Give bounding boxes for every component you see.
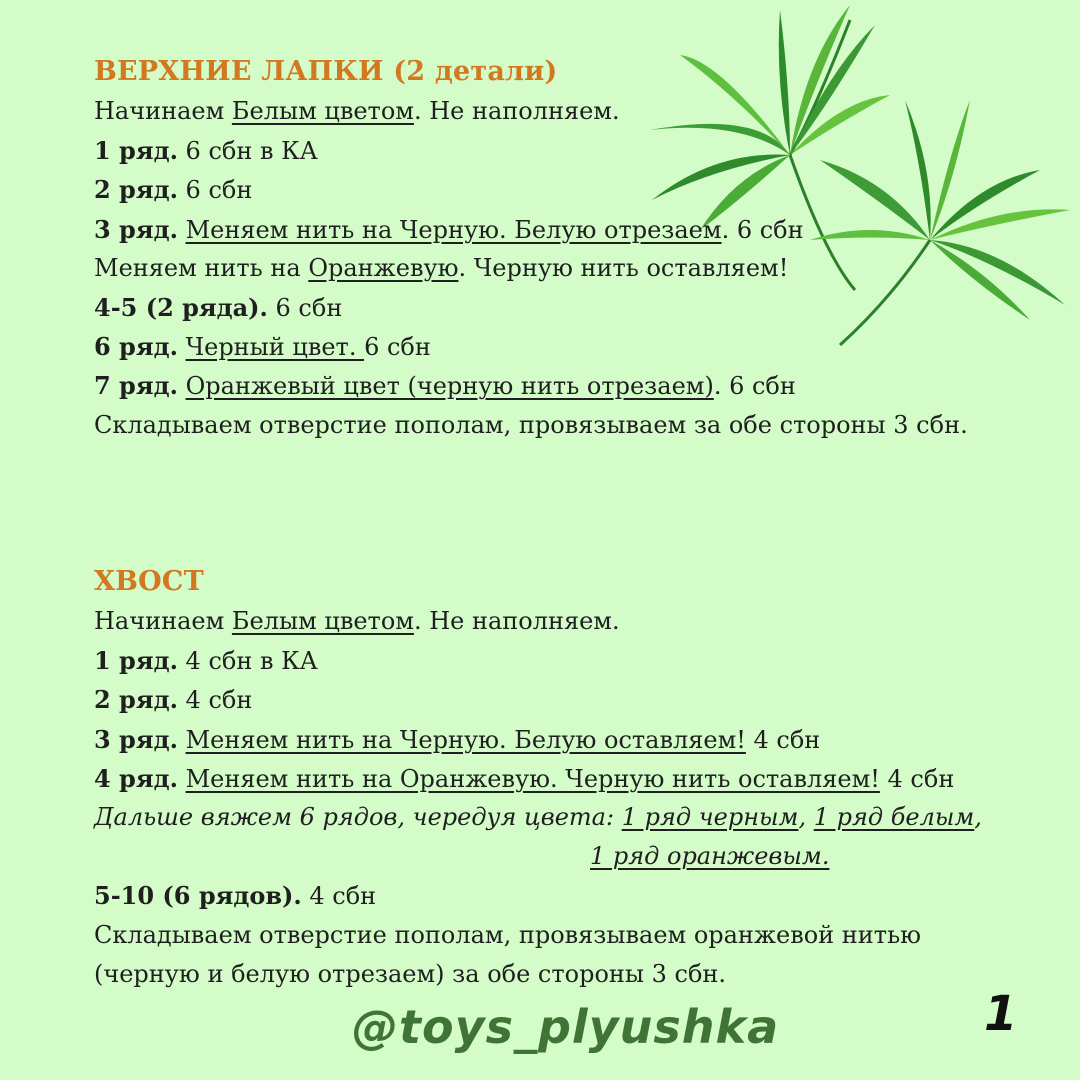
page-number: 1: [984, 986, 1018, 1042]
instruction-line: Складываем отверстие пополам, провязываем оранжевой нитью: [94, 920, 922, 949]
row-label: 3 ряд.: [94, 724, 178, 754]
row-label: 1 ряд.: [94, 646, 178, 676]
text: . 6 сбн: [721, 215, 804, 244]
text: ,: [974, 802, 982, 831]
text: [178, 726, 186, 754]
text: Дальше вяжем 6 рядов, чередуя цвета:: [94, 802, 622, 831]
instruction-line: [94, 759, 994, 798]
text: 4 сбн: [177, 686, 253, 715]
text: . Черную нить оставляем!: [458, 253, 789, 282]
text: . Не наполняем.: [413, 607, 620, 635]
text: 6 сбн: [177, 176, 253, 205]
instruction-line: [94, 249, 994, 288]
row-label: 4-5 (2 ряда).: [94, 292, 268, 322]
text: 6 сбн в КА: [177, 137, 318, 166]
text: ,: [798, 802, 814, 831]
heading-suffix: (2 детали): [393, 56, 558, 87]
row-label: 2 ряд.: [94, 685, 178, 715]
underlined-text: Меняем нить на Черную. Белую оставляем!: [185, 725, 746, 754]
row-label: 2 ряд.: [94, 175, 178, 205]
instruction-line: [94, 602, 994, 641]
text: [178, 333, 186, 361]
upper-paws-section: [94, 52, 994, 445]
instruction-line: [94, 680, 994, 719]
instruction-line: (черную и белую отрезаем) за обе стороны 3 сбн.: [94, 959, 727, 988]
text: 4 сбн: [745, 725, 821, 754]
section-heading: [94, 52, 994, 92]
text: Меняем нить на: [94, 253, 309, 282]
text: Начинаем: [94, 607, 232, 635]
row-label: 1 ряд.: [94, 136, 178, 166]
instruction-line: Складываем отверстие пополам, провязываем за обе стороны 3 сбн.: [94, 410, 968, 439]
heading-title: ВЕРХНИЕ ЛАПКИ: [94, 56, 384, 87]
row-label: 5-10 (6 рядов).: [94, 881, 302, 911]
instruction-line: [94, 720, 994, 759]
underlined-text: Белым цветом: [231, 97, 414, 125]
section-heading: ХВОСТ: [94, 566, 204, 597]
text: 4 сбн в КА: [177, 647, 318, 676]
instruction-line: [94, 131, 994, 170]
underlined-text: 1 ряд черным: [621, 802, 799, 831]
row-label: 7 ряд.: [94, 371, 178, 401]
text: 4 сбн: [301, 882, 377, 911]
text: [178, 765, 186, 793]
instruction-line: [94, 366, 994, 405]
text: [178, 372, 186, 400]
text: Начинаем: [94, 97, 232, 125]
instruction-line: [94, 876, 994, 915]
underlined-text: Меняем нить на Черную. Белую отрезаем: [185, 215, 722, 244]
instruction-line: [94, 327, 994, 366]
row-label: 3 ряд.: [94, 214, 178, 244]
underlined-text: Черный цвет.: [185, 333, 365, 362]
text: [178, 216, 186, 244]
underlined-text: 1 ряд белым: [813, 802, 975, 831]
instruction-line: [94, 798, 994, 837]
row-label: 6 ряд.: [94, 332, 178, 362]
text: 4 сбн: [879, 764, 955, 793]
instruction-line: [94, 288, 994, 327]
text: 6 сбн: [267, 293, 343, 322]
signature-watermark: @toys_plyushka: [352, 1000, 780, 1054]
text: . 6 сбн: [713, 372, 796, 401]
instruction-line: [94, 170, 994, 209]
instruction-line: [94, 837, 994, 876]
row-label: 4 ряд.: [94, 763, 178, 793]
text: 6 сбн: [364, 333, 431, 362]
underlined-text: Белым цветом: [231, 607, 414, 635]
underlined-text: Меняем нить на Оранжевую. Черную нить оставляем!: [185, 764, 880, 793]
text: . Не наполняем.: [413, 97, 620, 125]
underlined-text: Оранжевую: [308, 253, 459, 282]
instruction-line: [94, 210, 994, 249]
tail-section: [94, 562, 994, 994]
underlined-text: Оранжевый цвет (черную нить отрезаем): [185, 372, 714, 401]
instruction-line: [94, 641, 994, 680]
instruction-line: [94, 92, 994, 131]
underlined-text: 1 ряд оранжевым.: [590, 842, 830, 871]
